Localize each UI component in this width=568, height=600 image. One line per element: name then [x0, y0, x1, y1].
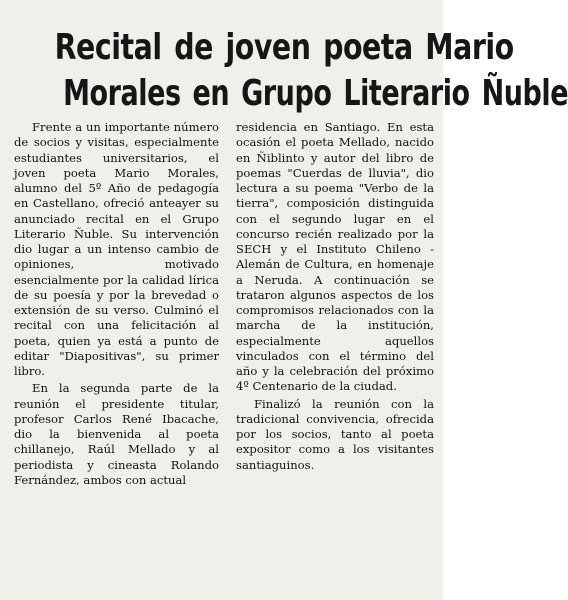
article-column-right [236, 120, 434, 598]
article-paragraph: En la segunda parte de la reunión el presidente titular, profesor Carlos René Ibacache, dio la bienvenida al poeta chillanejo, Raúl Mellado y al periodista y cineasta Rolando Fernández, ambos con actual [14, 381, 219, 487]
headline [10, 25, 568, 117]
headline-line-1: Recital de joven poeta Mario [54, 27, 514, 69]
article-paragraph: Finalizó la reunión con la tradicional convivencia, ofrecida por los socios, tanto al poeta expositor como a los visitantes santiaguinos. [236, 396, 434, 472]
headline-line-2: Morales en Grupo Literario Ñuble [63, 73, 568, 115]
article-paragraph: Frente a un importante número de socios y visitas, especialmente estudiantes universitarios, el joven poeta Mario Morales, alumno del 5º Año de pedagogía en Castellano, ofreció anteayer su anunciado recital en el Grupo Literario Ñuble. Su intervención dio lugar a un intenso cambio de opiniones, motivado esencialmente por la calidad lírica de su poesía y por la brevedad o extensión de su verso. Culminó el recital con una felicitación al poeta, quien ya está a punto de editar "Diapositivas", su primer libro. [14, 120, 219, 378]
article-paragraph: residencia en Santiago. En esta ocasión el poeta Mellado, nacido en Ñiblinto y autor del libro de poemas "Cuerdas de lluvia", dio lectura a su poema "Verbo de la tierra", composición distinguida con el segundo lugar en el concurso recién realizado por la SECH y el Instituto Chileno - Alemán de Cultura, en homenaje a Neruda. A continuación se trataron algunos aspectos de los compromisos relacionados con la marcha de la institución, especialmente aquellos vinculados con el término del año y la celebración del próximo 4º Centenario de la ciudad. [236, 120, 434, 394]
article-column-left [14, 120, 219, 598]
